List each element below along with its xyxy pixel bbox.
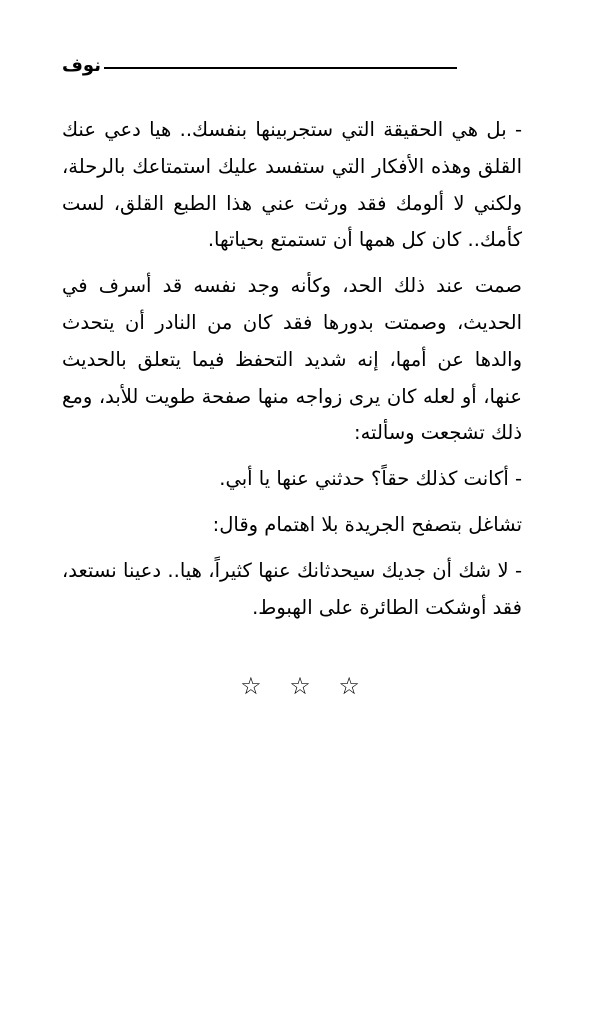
paragraph-narration-2: تشاغل بتصفح الجريدة بلا اهتمام وقال: [212,512,522,536]
paragraph-dialogue-3: - لا شك أن جديك سيحدثانك عنها كثيراً، هيا.. دعينا نستعد، فقد أوشكت الطائرة على الهبوط. [62,558,522,619]
page-header [62,52,457,82]
author-name: نوف [62,55,101,76]
paragraph-narration-1: صمت عند ذلك الحد، وكأنه وجد نفسه قد أسرف في الحديث، وصمتت بدورها فقد كان من النادر أن يتحدث والدها عن أمها، إنه شديد التحفظ فيما يتعلق بالحديث عنها، أو لعله كان يرى زواجه منها صفحة طويت للأبد، ومع ذلك تشجعت وسألته: [62,274,522,445]
paragraph-dialogue-1: - بل هي الحقيقة التي ستجربينها بنفسك.. هيا دعي عنك القلق وهذه الأفكار التي ستفسد عليك استمتاعك بالرحلة، ولكني لا ألومك فقد ورثت عني هذا الطبع القلق، لست كأمك.. كان كل همها أن تستمتع بحياتها. [62,118,522,252]
section-separator: ☆ ☆ ☆ [240,672,370,700]
header-rule [104,67,457,69]
body-text [62,112,522,635]
paragraph-dialogue-2: - أكانت كذلك حقاً؟ حدثني عنها يا أبي. [219,467,522,491]
